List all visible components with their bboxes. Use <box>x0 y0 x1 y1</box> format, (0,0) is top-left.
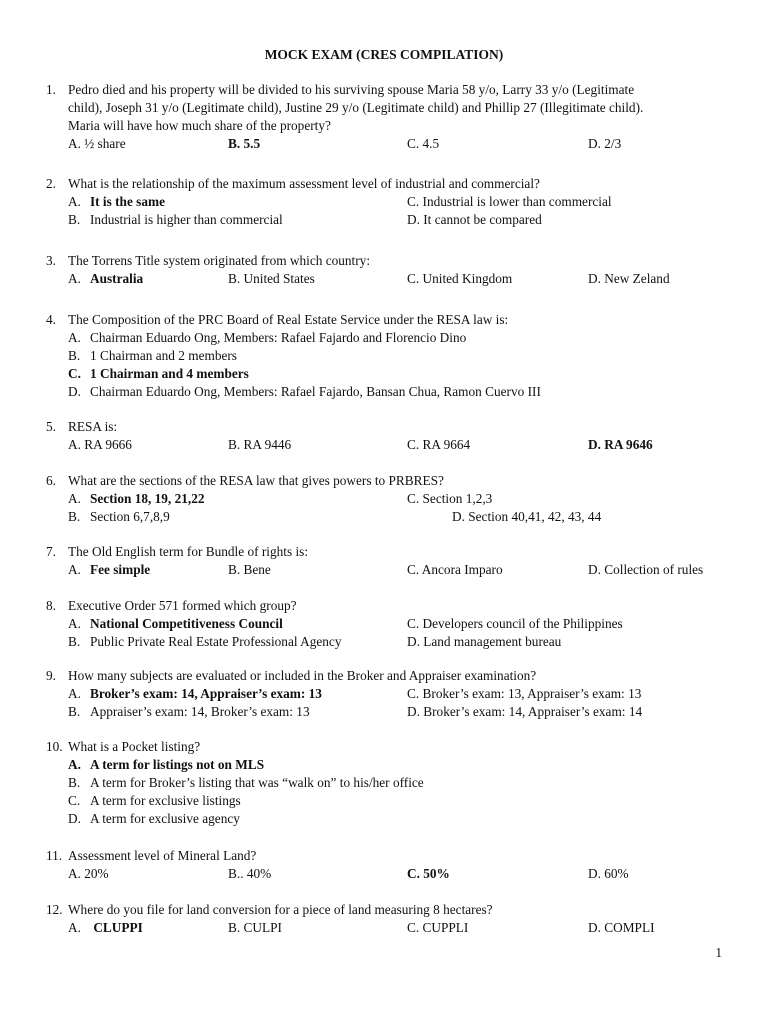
option-b-letter: B. <box>68 509 81 524</box>
option-a: A term for listings not on MLS <box>90 757 265 772</box>
question-number: 11. <box>46 848 63 863</box>
question-stem: The Torrens Title system originated from which country: <box>68 253 371 268</box>
question-number: 2. <box>46 176 56 191</box>
option-a: Section 18, 19, 21,22 <box>90 491 205 506</box>
option-b: Industrial is higher than commercial <box>90 212 283 227</box>
option-c: C. 50% <box>407 866 450 881</box>
question-4 <box>46 311 736 401</box>
option-c: C. Developers council of the Philippines <box>407 616 623 631</box>
question-10 <box>46 738 736 828</box>
option-b-letter: B. <box>68 704 81 719</box>
question-number: 1. <box>46 82 56 97</box>
option-row <box>46 633 736 651</box>
question-stem: How many subjects are evaluated or included in the Broker and Appraiser examination? <box>68 668 537 683</box>
option-a-letter: A. <box>68 271 81 286</box>
option-row <box>46 756 736 774</box>
option-d: D. It cannot be compared <box>407 212 542 227</box>
option-row <box>46 685 736 703</box>
question-stem: RESA is: <box>68 419 118 434</box>
option-b-letter: B. <box>68 348 81 363</box>
option-a-letter: A. <box>68 491 81 506</box>
option-d: D. 60% <box>588 866 629 881</box>
option-c: A term for exclusive listings <box>90 793 241 808</box>
option-c: C. RA 9664 <box>407 437 471 452</box>
option-d: D. Collection of rules <box>588 562 704 577</box>
question-11 <box>46 847 736 883</box>
option-a: Broker’s exam: 14, Appraiser’s exam: 13 <box>90 686 322 701</box>
option-c-letter: C. <box>68 366 81 381</box>
question-stem: The Old English term for Bundle of rights is: <box>68 544 309 559</box>
option-d-letter: D. <box>68 384 81 399</box>
option-a-letter: A. <box>68 686 81 701</box>
option-a: A. ½ share <box>68 136 126 151</box>
option-d-letter: D. <box>68 811 81 826</box>
option-d: D. RA 9646 <box>588 437 653 452</box>
option-b: B. RA 9446 <box>228 437 292 452</box>
option-b: Public Private Real Estate Professional Agency <box>90 634 342 649</box>
option-row <box>46 561 736 579</box>
option-row <box>46 135 736 153</box>
question-number: 10. <box>46 739 63 754</box>
question-stem: Where do you file for land conversion for a piece of land measuring 8 hectares? <box>68 902 493 917</box>
option-a: National Competitiveness Council <box>90 616 283 631</box>
question-8 <box>46 597 736 651</box>
option-b: Appraiser’s exam: 14, Broker’s exam: 13 <box>90 704 310 719</box>
option-row <box>46 810 736 828</box>
option-b-letter: B. <box>68 634 81 649</box>
option-c: C. Industrial is lower than commercial <box>407 194 612 209</box>
option-a: Fee simple <box>90 562 151 577</box>
option-d: D. Section 40,41, 42, 43, 44 <box>452 509 602 524</box>
option-row <box>46 211 736 229</box>
option-b: B. 5.5 <box>228 136 261 151</box>
option-row <box>46 490 736 508</box>
option-row <box>46 329 736 347</box>
option-row <box>46 703 736 721</box>
option-d: D. COMPLI <box>588 920 655 935</box>
option-c: C. Ancora Imparo <box>407 562 503 577</box>
option-d: D. New Zeland <box>588 271 670 286</box>
option-c: C. CUPPLI <box>407 920 469 935</box>
option-a-letter: A. <box>68 330 81 345</box>
question-6 <box>46 472 736 526</box>
question-7 <box>46 543 736 579</box>
option-a: Australia <box>90 271 144 286</box>
option-b: B. CULPI <box>228 920 282 935</box>
question-3 <box>46 252 736 288</box>
option-d: Chairman Eduardo Ong, Members: Rafael Fajardo, Bansan Chua, Ramon Cuervo III <box>90 384 541 399</box>
question-number: 8. <box>46 598 56 613</box>
question-number: 4. <box>46 312 56 327</box>
option-row <box>46 365 736 383</box>
option-b: B.. 40% <box>228 866 272 881</box>
question-stem <box>68 81 736 135</box>
option-row <box>46 193 736 211</box>
question-number: 12. <box>46 902 63 917</box>
stem-line: Maria will have how much share of the property? <box>68 118 331 133</box>
option-a: It is the same <box>90 194 165 209</box>
option-c: C. Section 1,2,3 <box>407 491 493 506</box>
option-row <box>46 865 736 883</box>
question-number: 3. <box>46 253 56 268</box>
option-b: 1 Chairman and 2 members <box>90 348 237 363</box>
question-1 <box>46 81 736 153</box>
option-c: C. 4.5 <box>407 136 440 151</box>
option-a: A. 20% <box>68 866 109 881</box>
stem-line: child), Joseph 31 y/o (Legitimate child), Justine 29 y/o (Legitimate child) and Phillip 27 (Illegitimate child). <box>68 100 644 115</box>
question-5 <box>46 418 736 454</box>
stem-line: Pedro died and his property will be divided to his surviving spouse Maria 58 y/o, Larry 33 y/o (Legitimate <box>68 82 635 97</box>
option-row <box>46 270 736 288</box>
question-number: 7. <box>46 544 56 559</box>
option-row <box>46 436 736 454</box>
option-d: A term for exclusive agency <box>90 811 240 826</box>
option-a: CLUPPI <box>90 920 143 935</box>
option-row <box>46 774 736 792</box>
option-d: D. Broker’s exam: 14, Appraiser’s exam: 14 <box>407 704 643 719</box>
option-a-letter: A. <box>68 562 81 577</box>
option-b: A term for Broker’s listing that was “walk on” to his/her office <box>90 775 424 790</box>
option-b-letter: B. <box>68 212 81 227</box>
question-number: 6. <box>46 473 56 488</box>
option-a-letter: A. <box>68 920 81 935</box>
question-12 <box>46 901 736 937</box>
option-a-letter: A. <box>68 757 81 772</box>
question-stem: The Composition of the PRC Board of Real Estate Service under the RESA law is: <box>68 312 509 327</box>
option-b: Section 6,7,8,9 <box>90 509 170 524</box>
option-row <box>46 347 736 365</box>
option-c: C. Broker’s exam: 13, Appraiser’s exam: 13 <box>407 686 642 701</box>
option-row <box>46 615 736 633</box>
question-9 <box>46 667 736 721</box>
question-number: 9. <box>46 668 56 683</box>
option-a-letter: A. <box>68 616 81 631</box>
option-a: Chairman Eduardo Ong, Members: Rafael Fajardo and Florencio Dino <box>90 330 467 345</box>
question-stem: What is a Pocket listing? <box>68 739 201 754</box>
option-c: 1 Chairman and 4 members <box>90 366 249 381</box>
option-d: D. Land management bureau <box>407 634 562 649</box>
page-number: 1 <box>715 945 722 960</box>
option-b: B. Bene <box>228 562 271 577</box>
exam-title: MOCK EXAM (CRES COMPILATION) <box>264 47 504 62</box>
question-number: 5. <box>46 419 56 434</box>
option-row <box>46 792 736 810</box>
option-row <box>46 919 736 937</box>
question-2 <box>46 175 736 229</box>
option-row <box>46 383 736 401</box>
option-b-letter: B. <box>68 775 81 790</box>
option-a: A. RA 9666 <box>68 437 132 452</box>
option-c: C. United Kingdom <box>407 271 513 286</box>
question-stem: Assessment level of Mineral Land? <box>68 848 257 863</box>
question-stem: What is the relationship of the maximum assessment level of industrial and commercial? <box>68 176 540 191</box>
question-stem: Executive Order 571 formed which group? <box>68 598 297 613</box>
option-b: B. United States <box>228 271 315 286</box>
option-d: D. 2/3 <box>588 136 622 151</box>
option-c-letter: C. <box>68 793 81 808</box>
option-row <box>46 508 736 526</box>
question-stem: What are the sections of the RESA law that gives powers to PRBRES? <box>68 473 444 488</box>
option-a-letter: A. <box>68 194 81 209</box>
